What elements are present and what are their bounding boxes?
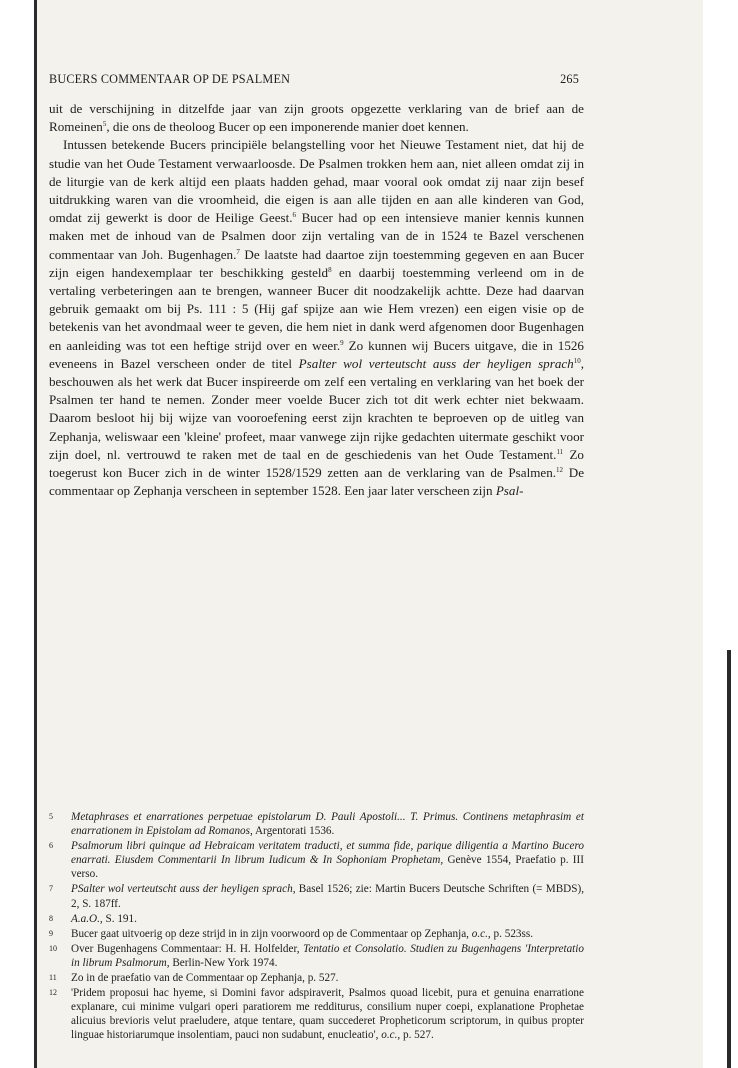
- running-title: BUCERS COMMENTAAR OP DE PSALMEN: [49, 72, 291, 86]
- footnote-6: 6 Psalmorum libri quinque ad Hebraicam veritatem traducti, et summa fide, parique diligentia a Martino Bucero enarrati. Eiusdem Commentarii In librum Iudicum & In Sophoniam Prophetam, Genève 1554, Praefatio p. III verso.: [49, 840, 584, 881]
- footnote-7: 7 PSalter wol verteutscht auss der heyligen sprach, Basel 1526; zie: Martin Bucers Deutsche Schriften (= MBDS), 2, S. 187ff.: [49, 883, 584, 910]
- footnote-ref-7: 7: [236, 247, 240, 256]
- footnote-ref-11: 11: [556, 447, 564, 456]
- footnote-ref-8: 8: [328, 265, 332, 274]
- footnote-ref-12: 12: [556, 466, 564, 475]
- footnote-ref-10: 10: [573, 356, 581, 365]
- footnote-11: 11 Zo in de praefatio van de Commentaar op Zephanja, p. 527.: [49, 972, 339, 985]
- body-text: [49, 100, 584, 500]
- paragraph-2: Intussen betekende Bucers principiële belangstelling voor het Nieuwe Testament niet, dat hij de studie van het Oude Testament verwaarloosde. De Psalmen trokken hem aan, niet alleen omdat zij in de liturgie van de kerk altijd een plaats hadden gehad, maar vooral ook omdat zij naar zijn besef uitdrukking waren van die vroomheid, die eigen is aan alle tijden en aan alle kinderen van God, omdat zij gewerkt is door de Heilige Geest.$^6$ Bucer had op een intensieve manier kennis kunnen maken met de inhoud van de Psalmen door zijn vertaling van de in 1524 te Bazel verschenen commentaar van Joh. Bugenhagen.$^7$ De laatste had daartoe zijn toestemming gegeven en aan Bucer zijn eigen handexemplaar ter beschikking gesteld$^8$ en daarbij toestemming verleend om in de vertaling verbeteringen aan te brengen, wanneer Bucer dit noodzakelijk achtte. Deze had daarvan gebruik gemaakt om bij Ps. 111 : 5 (Hij gaf spijze aan wie Hem vrezen) een eigen visie op de betekenis van het avondmaal weer te geven, die hem niet in dank werd afgenomen door Bugenhagen en aanleiding was tot een heftige strijd over en weer.$^9$ Zo kunnen wij Bucers uitgave, die in 1526 eveneens in Bazel verscheen onder de titel Psalter wol verteutscht auss der heyligen sprach$^{10}$, beschouwen als het werk dat Bucer inspireerde om zelf een vertaling en verklaring van het boek der Psalmen ter hand te nemen. Zonder meer voelde Bucer zich tot dit werk echter niet bekwaam. Daarom besloot hij bij wijze van vooroefening eerst zijn krachten te beproeven op de uitleg van Zephanja, weliswaar een 'kleine' profeet, maar vanwege zijn rijke gedachten uitermate geschikt voor zijn doel, nl. vertrouwd te raken met de taal en de geschiedenis van het Oude Testament.$^{11}$ Zo toegerust kon Bucer zich in de winter 1528/1529 zetten aan de verklaring van de Psalmen.$^{12}$ De commentaar op Zephanja verscheen in september 1528. Een jaar later verscheen zijn Psal-: [49, 137, 585, 499]
- page-edge-shadow: [727, 650, 731, 1068]
- footnote-9: 9 Bucer gaat uitvoerig op deze strijd in in zijn voorwoord op de Commentaar op Zephanja, o.c., p. 523ss.: [49, 927, 534, 940]
- page-number: 265: [560, 72, 579, 86]
- footnotes: [49, 810, 584, 1044]
- footnote-10: 10 Over Bugenhagens Commentaar: H. H. Holfelder, Tentatio et Consolatio. Studien zu Bugenhagens 'Interpretatio in librum Psalmorum, Berlin-New York 1974.: [49, 942, 584, 969]
- footnote-12: 12 'Pridem proposui hac hyeme, si Domini favor adspiraverit, Psalmos quoad licebit, pura et genuina enarratione explanare, cui minime vulgari operi paratiorem me redditurus, consilium nuper coepi, explanatione Prophetae alicuius brevioris velut praeludere, atque tentare, quam succederet Propheticorum scriptorum, in quibus propter linguae historiarumque insolentiam, pauci non sudabunt, enucleatio', o.c., p. 527.: [49, 987, 584, 1042]
- footnote-ref-9: 9: [340, 338, 344, 347]
- footnote-ref-5: 5: [102, 120, 107, 129]
- footnote-ref-6: 6: [292, 211, 297, 220]
- footnote-5: 5 Metaphrases et enarrationes perpetuae epistolarum D. Pauli Apostoli... T. Primus. Continens metaphrasim et enarrationem in Epistolam ad Romanos, Argentorati 1536.: [49, 811, 584, 838]
- paragraph-1: uit de verschijning in ditzelfde jaar van zijn groots opgezette verklaring van de brief aan de Romeinen$^5$, die ons de theoloog Bucer op een imponerende manier doet kennen.: [49, 101, 584, 135]
- footnote-8: 8 A.a.O., S. 191.: [49, 912, 137, 925]
